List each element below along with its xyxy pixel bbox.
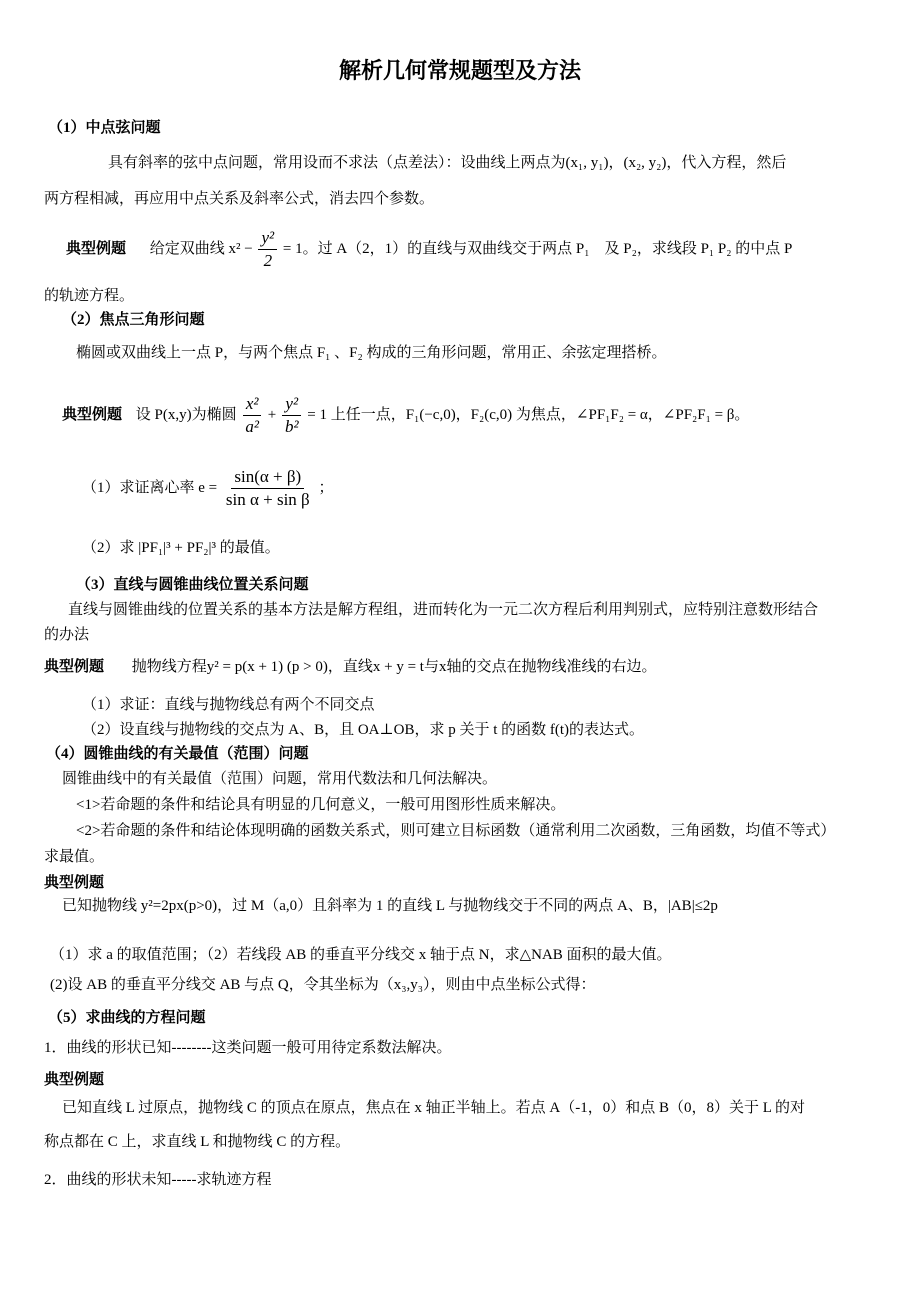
section-5-heading: （5）求曲线的方程问题: [48, 1010, 206, 1026]
denominator: sin α + sin β: [225, 490, 310, 510]
numerator: y²: [258, 227, 277, 250]
s4-question-2: (2)设 AB 的垂直平分线交 AB 与点 Q，令其坐标为（x₃,y₃），则由中点坐标公式得：: [50, 977, 596, 993]
s3-paragraph-line2: 的办法: [44, 627, 90, 643]
s3-paragraph-line1: 直线与圆锥曲线的位置关系的基本方法是解方程组，进而转化为一元二次方程后利用判别式，应特别注意数形结合: [68, 602, 819, 618]
s4-example: 已知抛物线 y²=2px(p>0)，过 M（a,0）且斜率为 1 的直线 L 与抛物线交于不同的两点 A、B，|AB|≤2p: [62, 898, 718, 914]
s5-example-line2: 称点都在 C 上，求直线 L 和抛物线 C 的方程。: [44, 1134, 351, 1150]
example-label: 典型例题: [44, 875, 105, 891]
s2-question-2: （2）求 |PF₁|³ + PF₂|³ 的最值。: [82, 540, 280, 556]
s4-paragraph-4: 求最值。: [44, 849, 105, 865]
fraction: [242, 393, 262, 438]
s5-example-line1: 已知直线 L 过原点，抛物线 C 的顶点在原点，焦点在 x 轴正半轴上。若点 A（-1，0）和点 B（0，8）关于 L 的对: [62, 1100, 806, 1116]
fraction: [223, 466, 313, 511]
s1-paragraph-line2: 两方程相减，再应用中点关系及斜率公式，消去四个参数。: [44, 191, 435, 207]
question-end: ；: [318, 480, 334, 496]
s3-question-1: （1）求证：直线与抛物线总有两个不同交点: [82, 697, 375, 713]
example-label: 典型例题: [44, 1072, 105, 1088]
example-label: 典型例题: [44, 659, 105, 675]
s3-question-2: （2）设直线与抛物线的交点为 A、B，且 OA⊥OB，求 p 关于 t 的函数 f(t)的表达式。: [82, 722, 645, 738]
s1-paragraph-line1: 具有斜率的弦中点问题，常用设而不求法（点差法）：设曲线上两点为(x₁, y₁)，(x₂, y₂)，代入方程，然后: [108, 155, 787, 171]
s4-paragraph-1: 圆锥曲线中的有关最值（范围）问题，常用代数法和几何法解决。: [62, 771, 498, 787]
s3-example: [44, 657, 656, 677]
numerator: y²: [282, 393, 301, 416]
section-3-heading: （3）直线与圆锥曲线位置关系问题: [76, 577, 309, 593]
section-4-heading: （4）圆锥曲线的有关最值（范围）问题: [46, 746, 309, 762]
page-title: 解析几何常规题型及方法: [338, 58, 581, 83]
section-2-heading: （2）焦点三角形问题: [62, 312, 205, 328]
example-text-b: = 1。过 A（2，1）的直线与双曲线交于两点 P₁ 及 P₂，求线段 P₁ P₂ 的中点 P: [282, 241, 793, 257]
s5-paragraph-1: 1．曲线的形状已知--------这类问题一般可用待定系数法解决。: [44, 1040, 452, 1056]
plus-sign: +: [267, 407, 277, 423]
s2-question-1: [82, 465, 333, 511]
fraction: [282, 393, 302, 438]
s2-example: [62, 392, 749, 438]
s4-paragraph-3: <2>若命题的条件和结论体现明确的函数关系式，则可建立目标函数（通常利用二次函数，三角函数，均值不等式）: [76, 823, 836, 839]
s1-example: [66, 226, 792, 272]
numerator: sin(α + β): [231, 466, 304, 489]
fraction: [258, 227, 277, 272]
s4-question-1: （1）求 a 的取值范围；（2）若线段 AB 的垂直平分线交 x 轴于点 N，求△NAB 面积的最大值。: [50, 947, 672, 963]
s5-paragraph-2: 2．曲线的形状未知-----求轨迹方程: [44, 1172, 272, 1188]
example-label: 典型例题: [66, 241, 127, 257]
s2-paragraph: 椭圆或双曲线上一点 P，与两个焦点 F₁ 、F₂ 构成的三角形问题，常用正、余弦定理搭桥。: [76, 345, 667, 361]
example-label: 典型例题: [62, 407, 123, 423]
denominator: b²: [284, 417, 299, 437]
s1-example-cont: 的轨迹方程。: [44, 288, 135, 304]
numerator: x²: [243, 393, 262, 416]
example-text-b: = 1 上任一点，F₁(−c,0)，F₂(c,0) 为焦点，∠PF₁F₂ = α，∠PF₂F₁ = β。: [307, 407, 750, 423]
example-text-a: 设 P(x,y)为椭圆: [135, 407, 237, 423]
example-text: 抛物线方程y² = p(x + 1) (p > 0)，直线x + y = t与x轴的交点在抛物线准线的右边。: [131, 659, 657, 675]
denominator: 2: [263, 251, 273, 271]
denominator: a²: [245, 417, 259, 437]
section-1-heading: （1）中点弦问题: [48, 120, 161, 136]
example-text-a: 给定双曲线 x² −: [149, 241, 253, 257]
question-text: （1）求证离心率 e =: [82, 480, 218, 496]
s4-paragraph-2: <1>若命题的条件和结论具有明显的几何意义，一般可用图形性质来解决。: [76, 797, 566, 813]
